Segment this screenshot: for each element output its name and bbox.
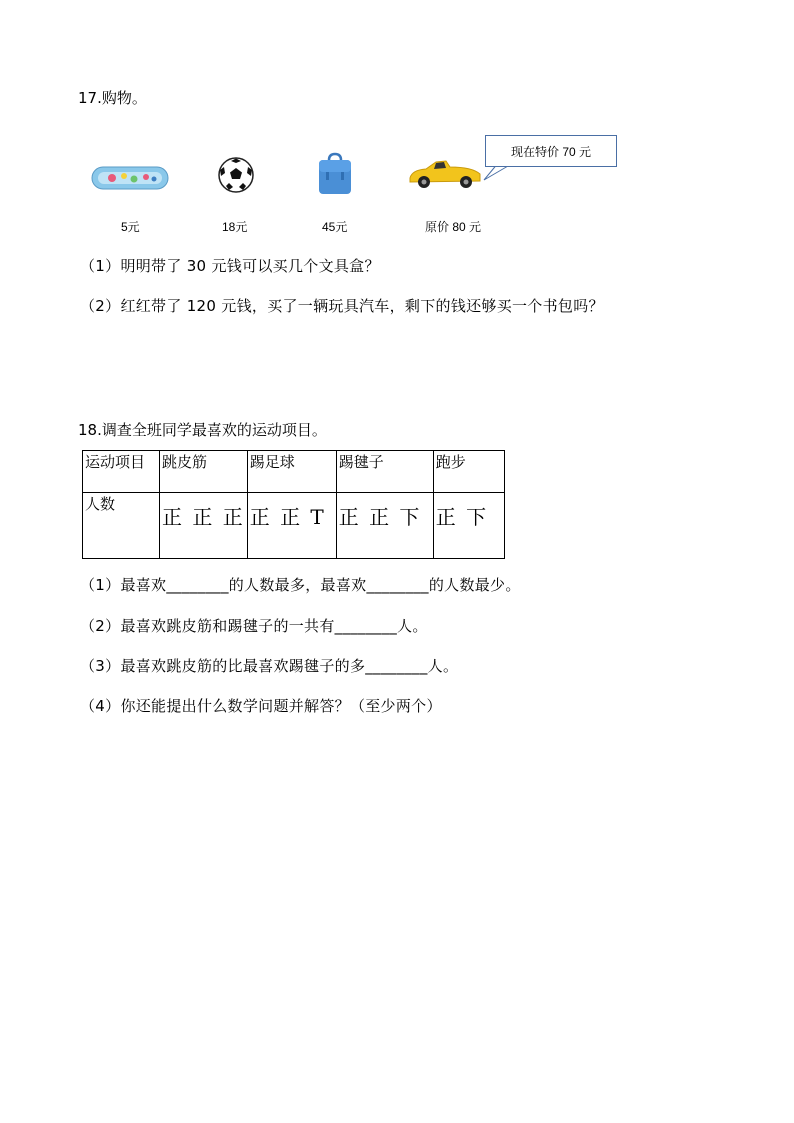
survey-table	[82, 450, 505, 559]
header-sport: 运动项目	[83, 451, 160, 493]
q18-title: 18.调查全班同学最喜欢的运动项目。	[78, 421, 327, 439]
toy-car-icon	[406, 156, 484, 190]
tally-jump-rope	[160, 493, 248, 559]
backpack-price: 45元	[322, 220, 348, 234]
tally-soccer	[247, 493, 336, 559]
q18-sub4: （4）你还能提出什么数学问题并解答？（至少两个）	[80, 697, 442, 715]
tally-running	[433, 493, 504, 559]
q17-sub2: （2）红红带了 120 元钱，买了一辆玩具汽车，剩下的钱还够买一个书包吗？	[80, 297, 604, 315]
header-jump-rope: 跳皮筋	[160, 451, 248, 493]
soccer-ball-price: 18元	[222, 220, 248, 234]
pencil-case-price: 5元	[121, 220, 140, 234]
q18-sub1: （1）最喜欢________的人数最多，最喜欢________的人数最少。	[80, 576, 521, 594]
header-soccer: 踢足球	[247, 451, 336, 493]
tally-shuttlecock-text: 正 正 下	[338, 505, 422, 529]
tally-running-text: 正 下	[435, 505, 489, 529]
toy-car-price: 原价 80 元	[425, 220, 482, 234]
q17-sub1: （1）明明带了 30 元钱可以买几个文具盒？	[80, 257, 380, 275]
backpack-icon	[316, 152, 354, 196]
tally-shuttlecock	[336, 493, 433, 559]
soccer-ball-icon	[217, 156, 255, 194]
header-shuttlecock: 踢毽子	[336, 451, 433, 493]
tally-soccer-text: 正 正 T	[249, 505, 326, 529]
table-header-row	[83, 451, 505, 493]
header-running: 跑步	[433, 451, 504, 493]
row-label-count: 人数	[83, 493, 160, 559]
q17-title: 17.购物。	[78, 89, 147, 107]
q18-sub2: （2）最喜欢跳皮筋和踢毽子的一共有________人。	[80, 617, 428, 635]
tally-jump-rope-text: 正 正 正	[162, 505, 245, 529]
table-count-row	[83, 493, 505, 559]
special-price-callout: 现在特价 70 元	[485, 135, 617, 167]
pencil-case-icon	[90, 164, 170, 192]
q18-sub3: （3）最喜欢跳皮筋的比最喜欢踢毽子的多________人。	[80, 657, 459, 675]
